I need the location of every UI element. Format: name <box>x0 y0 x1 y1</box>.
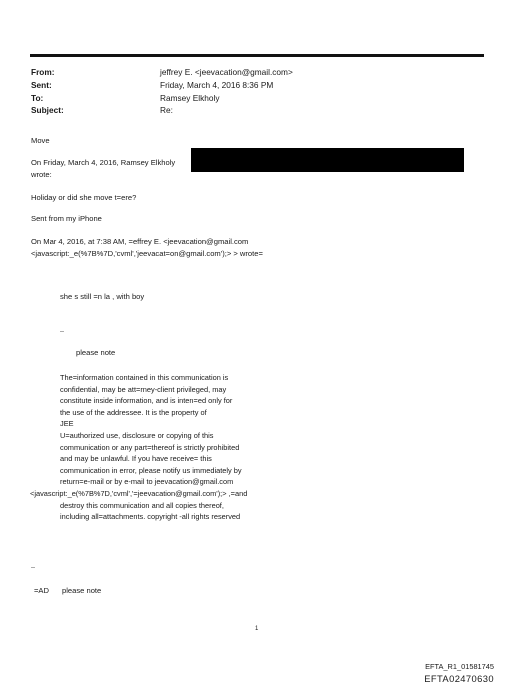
signature-dashes-2: -- <box>31 565 35 571</box>
from-value: jeffrey E. <jeevacation@gmail.com> <box>160 67 293 77</box>
still-text: she s still =n la , with boy <box>60 292 145 301</box>
subject-value: Re: <box>160 105 173 115</box>
bates-number-2: EFTA02470630 <box>424 673 494 684</box>
notice-line: communication in error, please notify us immediately by <box>60 465 242 475</box>
notice-line: confidential, may be att=rney-client privileged, may <box>60 384 227 394</box>
reply-text: Move <box>31 136 50 145</box>
ad-marker: =AD <box>34 586 49 595</box>
to-label: To: <box>31 93 44 103</box>
please-note-2: please note <box>62 586 102 595</box>
sent-from-text: Sent from my iPhone <box>31 214 102 223</box>
notice-line: the use of the addressee. It is the property of <box>60 407 207 417</box>
quote1-line1: On Friday, March 4, 2016, Ramsey Elkholy <box>31 158 176 167</box>
notice-line: JEE <box>60 419 74 429</box>
from-label: From: <box>31 67 55 77</box>
notice-line: U=authorized use, disclosure or copying of this <box>60 430 214 440</box>
confidentiality-notice <box>30 372 300 523</box>
subject-label: Subject: <box>31 105 64 115</box>
quote1-line2: wrote: <box>31 170 52 179</box>
sent-value: Friday, March 4, 2016 8:36 PM <box>160 80 274 90</box>
signature-dashes-1: -- <box>60 329 64 335</box>
please-note-1: please note <box>76 348 116 357</box>
bates-number-1: EFTA_R1_01581745 <box>425 662 494 671</box>
notice-line: including all=attachments. copyright -all rights reserved <box>60 512 241 522</box>
notice-line: The=information contained in this communication is <box>60 373 229 382</box>
to-value: Ramsey Elkholy <box>160 93 220 103</box>
quote2-line1: On Mar 4, 2016, at 7:38 AM, =effrey E. <jeevacation@gmail.com <box>31 237 249 246</box>
redaction-box <box>191 148 464 172</box>
notice-line: and may be unlawful. If you have receive= this <box>60 454 212 464</box>
quote2-line2: <javascript:_e(%7B%7D,'cvml','jeevacat=on@gmail.com');> > wrote= <box>31 249 263 258</box>
notice-line: <javascript:_e(%7B%7D,'cvml','=jeevacation@gmail.com');> ,=and <box>30 488 248 498</box>
notice-line: return=e-mail or by e-mail to jeevacation@gmail.com <box>60 477 234 487</box>
notice-line: communication or any part=thereof is strictly prohibited <box>60 442 240 452</box>
header-rule <box>30 54 484 57</box>
notice-line: constitute inside information, and is inten=ed only for <box>60 396 233 406</box>
holiday-text: Holiday or did she move t=ere? <box>31 193 137 202</box>
sent-label: Sent: <box>31 80 52 90</box>
page-number: 1 <box>255 626 259 632</box>
notice-line: destroy this communication and all copies thereof, <box>60 500 224 510</box>
